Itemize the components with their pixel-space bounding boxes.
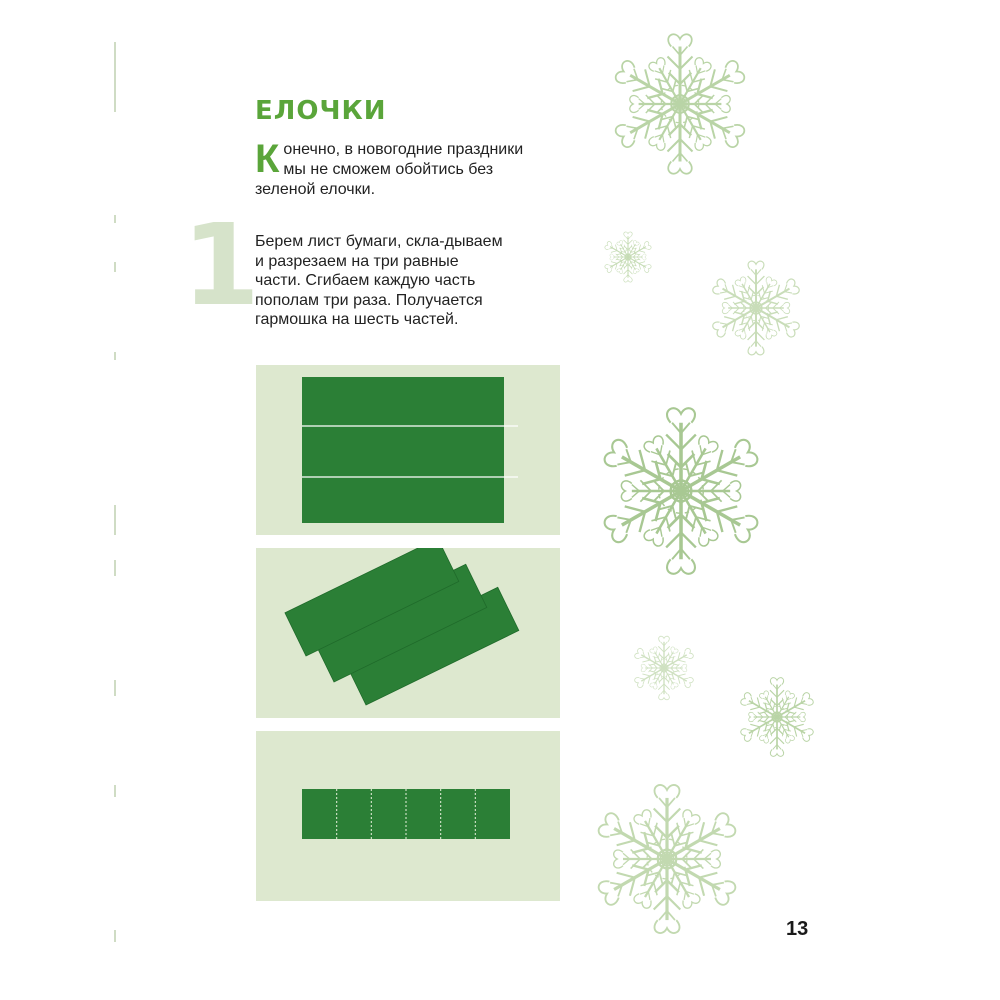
intro-paragraph <box>255 137 545 200</box>
strip-folded-in-six-image <box>256 731 560 901</box>
illustration-strip-folded-in-six <box>256 731 560 901</box>
gutter-line <box>114 680 116 696</box>
snowflake-icon <box>600 24 760 184</box>
snowflake-icon <box>700 252 812 364</box>
gutter-line <box>114 560 116 576</box>
snowflake-icon <box>582 774 752 944</box>
snowflake-icon <box>730 670 824 764</box>
snowflake-icon <box>598 227 658 287</box>
snowflake-icon <box>586 396 776 586</box>
gutter-line <box>114 505 116 535</box>
gutter-line <box>114 352 116 360</box>
page-title: ЕЛОЧКИ <box>255 96 387 126</box>
illustration-sheet-divided-in-three <box>256 365 560 535</box>
three-cut-strips-image <box>256 548 560 718</box>
gutter-line <box>114 785 116 797</box>
gutter-line <box>114 262 116 272</box>
snowflake-icon <box>626 630 702 706</box>
illustration-three-cut-strips <box>256 548 560 718</box>
intro-text: онечно, в новогодние праздники мы не сможем обойтись без зеленой елочки. <box>255 141 524 198</box>
sheet-divided-in-three-image <box>256 365 560 535</box>
gutter-line <box>114 215 116 223</box>
gutter-line <box>114 930 116 942</box>
step-number: 1 <box>182 201 260 331</box>
gutter-line <box>114 42 116 112</box>
page-number: 13 <box>786 918 809 940</box>
step-instructions: Берем лист бумаги, скла-дываем и разрезаем на три равные части. Сгибаем каждую часть пополам три раза. Получается гармошка на шесть частей. <box>255 233 503 328</box>
drop-cap: К <box>255 137 280 181</box>
